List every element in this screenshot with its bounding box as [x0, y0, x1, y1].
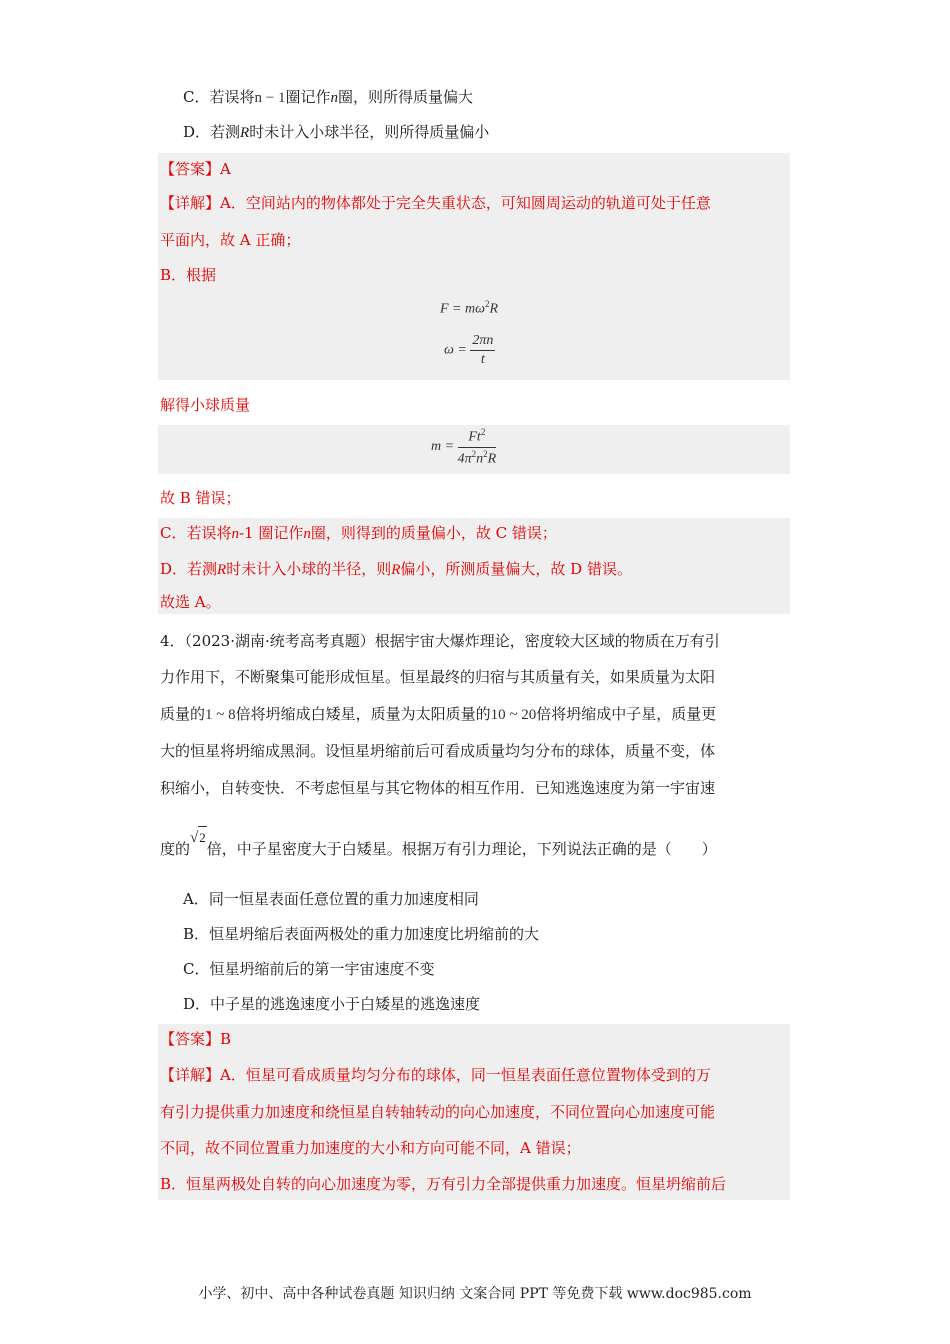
formula-mass-den-e2: 2 — [483, 448, 488, 459]
detail-1-line-2: 平面内，故 A 正确； — [160, 231, 301, 249]
choose-1: 故选 A。 — [160, 593, 221, 611]
detail-2-label: 【详解】 — [160, 1066, 221, 1084]
formula-omega-lhs: ω = — [444, 342, 467, 358]
formula-mass-num — [458, 427, 497, 448]
detail-2-text-1: A．恒星可看成质量均匀分布的球体，同一恒星表面任意位置物体受到的万 — [220, 1066, 711, 1084]
formula-omega — [444, 333, 495, 368]
q4-line-5: 积缩小，自转变快．不考虑恒星与其它物体的相互作用．已知逃逸速度为第一宇宙速 — [160, 779, 716, 797]
q4-line-3-a: 质量的 — [160, 705, 206, 723]
formula-mass-lhs: m = — [431, 439, 455, 455]
q4-line-1: 4．（2023·湖南·统考高考真题）根据宇宙大爆炸理论，密度较大区域的物质在万有引 — [160, 632, 720, 650]
formula-mass-den-c: R — [487, 451, 497, 467]
detail-1-label: 【详解】 — [160, 194, 221, 212]
sqrt-radicand: 2 — [198, 826, 207, 849]
c-wrong — [160, 522, 557, 545]
detail-1-text: A．空间站内的物体都处于完全失重状态，可知圆周运动的轨道可处于任意 — [220, 194, 711, 212]
formula-force-exp: 2 — [485, 299, 490, 309]
option-c-n: n — [330, 90, 338, 106]
q4-line-2: 力作用下，不断聚集可能形成恒星。恒星最终的归宿与其质量有关，如果质量为太阳 — [160, 668, 716, 686]
sqrt-two: √2 — [190, 826, 207, 849]
formula-mass-den-b: n — [476, 451, 484, 467]
option-d — [183, 121, 489, 144]
formula-omega-den: t — [480, 352, 485, 367]
c-wrong-text-2: -1 圈记作 — [238, 524, 304, 542]
detail-2-line-2: 有引力提供重力加速度和绕恒星自转轴转动的向心加速度，不同位置向心加速度可能 — [160, 1103, 716, 1121]
c-wrong-n1: n — [231, 526, 239, 542]
q4-line-6-a: 度的 — [160, 840, 191, 858]
formula-force-r: R — [489, 301, 499, 317]
option-c-text-2: 圈记作 — [285, 88, 331, 106]
option-c-text-3: 圈，则所得质量偏大 — [337, 88, 473, 106]
page-footer: 小学、初中、高中各种试卷真题 知识归纳 文案合同 PPT 等免费下载 www.doc985.com — [198, 1286, 752, 1302]
answer-1: 【答案】A — [160, 160, 231, 178]
q4-range-2: 10 ~ 20 — [490, 707, 537, 723]
d-wrong-text-3: 偏小，所测质量偏大，故 D 错误。 — [400, 560, 632, 578]
option-c — [183, 86, 473, 109]
d-wrong-text-2: 时未计入小球的半径，则 — [226, 560, 392, 578]
q4-option-c: C．恒星坍缩前后的第一宇宙速度不变 — [183, 960, 435, 978]
d-wrong-r2: R — [391, 562, 401, 578]
solve-text: 解得小球质量 — [160, 396, 251, 414]
d-wrong-r1: R — [217, 562, 227, 578]
q4-line-3-b: 倍将坍缩成白矮星，质量为太阳质量的 — [235, 705, 491, 723]
formula-mass-num-exp: 2 — [480, 427, 486, 437]
option-d-r: R — [240, 125, 250, 141]
q4-line-4: 大的恒星将坍缩成黑洞。设恒星坍缩前后可看成质量均匀分布的球体，质量不变，体 — [160, 742, 716, 760]
q4-option-d: D．中子星的逃逸速度小于白矮星的逃逸速度 — [183, 995, 481, 1013]
c-wrong-n2: n — [303, 526, 311, 542]
formula-omega-num: 2πn — [470, 333, 495, 351]
answer-2: 【答案】B — [160, 1030, 232, 1048]
formula-force — [440, 299, 498, 318]
d-wrong-text-1: D．若测 — [160, 560, 218, 578]
formula-mass — [431, 427, 496, 467]
option-d-text-1: D．若测 — [183, 123, 241, 141]
option-c-expr: n − 1 — [254, 90, 286, 106]
b-wrong: 故 B 错误； — [160, 489, 241, 507]
q4-line-3-c: 倍将坍缩成中子星，质量更 — [536, 705, 717, 723]
formula-mass-den-a: 4π — [457, 451, 472, 467]
q4-range-1: 1 ~ 8 — [205, 707, 236, 723]
formula-force-lhs: F = mω — [440, 301, 485, 317]
c-wrong-text-3: 圈，则得到的质量偏小，故 C 错误； — [310, 524, 557, 542]
detail-1-line-1 — [160, 192, 711, 214]
formula-mass-den — [458, 448, 497, 468]
option-c-text-1: C．若误将 — [183, 88, 255, 106]
detail-2-line-4: B．恒星两极处自转的向心加速度为零，万有引力全部提供重力加速度。恒星坍缩前后 — [160, 1175, 727, 1193]
detail-2-line-1 — [160, 1064, 711, 1086]
c-wrong-text-1: C．若误将 — [160, 524, 232, 542]
d-wrong — [160, 558, 632, 581]
q4-line-6-b: 倍，中子星密度大于白矮星。根据万有引力理论，下列说法正确的是（ ） — [206, 840, 717, 858]
detail-2-line-3: 不同，故不同位置重力加速度的大小和方向可能不同，A 错误； — [160, 1139, 581, 1157]
formula-mass-num-base: Ft — [468, 429, 481, 445]
q4-line-3 — [160, 703, 716, 726]
formula-mass-frac — [458, 427, 497, 467]
detail-1-b-label: B．根据 — [160, 266, 217, 284]
q4-option-b: B．恒星坍缩后表面两极处的重力加速度比坍缩前的大 — [183, 925, 540, 943]
formula-mass-den-e1: 2 — [471, 448, 477, 459]
q4-option-a: A．同一恒星表面任意位置的重力加速度相同 — [183, 890, 479, 908]
q4-line-6 — [160, 830, 717, 861]
formula-omega-frac — [470, 333, 495, 368]
option-d-text-2: 时未计入小球半径，则所得质量偏小 — [249, 123, 490, 141]
